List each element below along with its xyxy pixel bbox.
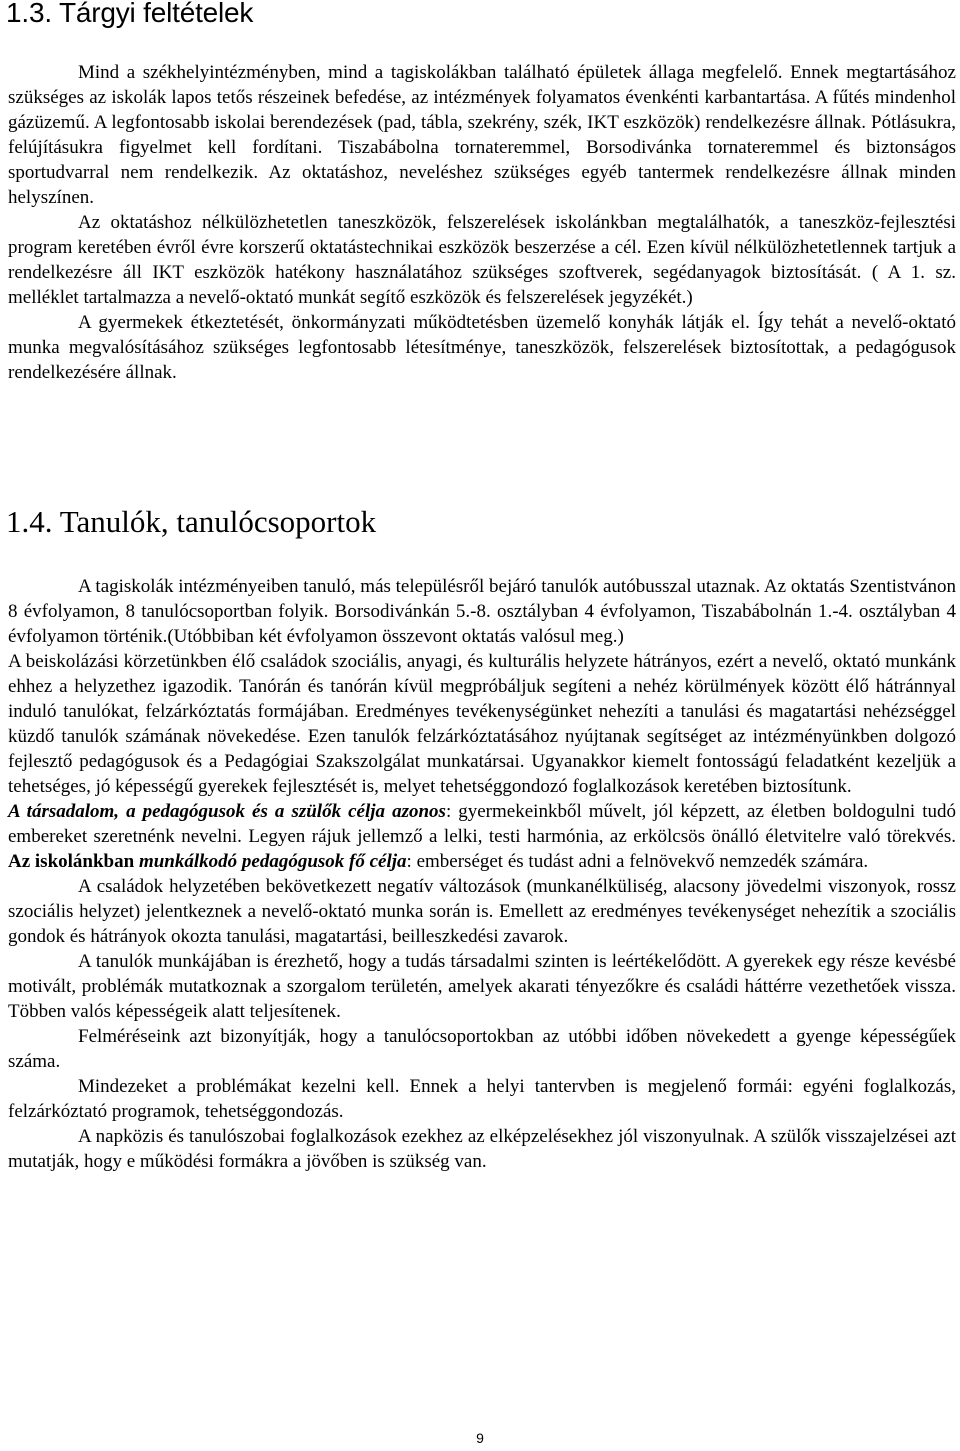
paragraph-text: A napközis és tanulószobai foglalkozások ezekhez az elképzelésekhez jól viszonyulnak. A szülők visszajelzései azt mutatják, hogy e működési formákra a jövőben is szükség van.	[8, 1126, 956, 1172]
paragraph-text: A beiskolázási körzetünkben élő családok szociális, anyagi, és kulturális helyzete hátrányos, ezért a nevelő, oktató munkánk ehhez a helyzethez igazodik. Tanórán és tanórán kívül megpróbáljuk segíteni a nehéz körülmények között élő hátránnyal induló tanulókat, felzárkóztatás formájában. Eredményes tevékenységünket nehezíti a tanulási és magatartási nehézséggel küzdő tanulók számának növekedése. Ezen tanulók felzárkóztatásához nyújtanak segítséget az intézményünkben dolgozó fejlesztő pedagógusok és a Pedagógiai Szakszolgálat munkatársai. Ugyanakkor kiemelt fontosságú feladatként kezeljük a tehetséges, jó képességű gyerekek fejlesztését is, melyet tehetséggondozó foglalkozások keretében biztosítunk.	[8, 651, 956, 797]
paragraph	[8, 874, 956, 949]
paragraph	[8, 1024, 956, 1074]
paragraph-text: A gyermekek étkeztetését, önkormányzati működtetésben üzemelő konyhák látják el. Így tehát a nevelő-oktató munka megvalósításához szükséges legfontosabb létesítménye, taneszközök, felszerelések biztosítottak, a pedagógusok rendelkezésére állnak.	[8, 312, 956, 383]
paragraph-text: : emberséget és tudást adni a felnövekvő nemzedék számára.	[406, 851, 869, 872]
paragraph-text: : gyermekeinkből művelt, jól képzett, az életben boldogulni tudó embereket szeretnénk nevelni. Legyen rájuk jellemző a lelki, testi harmónia, az erkölcsös önálló életvitelre való törekvés.	[8, 801, 956, 847]
paragraph-text: Mind a székhelyintézményben, mind a tagiskolákban található épületek állaga megfelelő. Ennek megtartásához szükséges az iskolák lapos tetős részeinek befedése, az intézmények folyamatos évenkénti karbantartása. A fűtés mindenhol gázüzemű. A legfontosabb iskolai berendezések (pad, tábla, szekrény, szék, IKT eszközök) rendelkezésre állnak. Pótlásukra, felújításukra figyelmet kell fordítani. Tiszabábolna tornateremmel, Borsodivánka tornateremmel és biztonságos sportudvarral nem rendelkezik. Az oktatáshoz, neveléshez szükséges egyéb tantermek rendelkezésre állnak minden helyszínen.	[8, 62, 956, 208]
paragraph-text: A családok helyzetében bekövetkezett negatív változások (munkanélküliség, alacsony jövedelmi viszonyok, rossz szociális helyzet) jelentkeznek a nevelő-oktató munka során is. Emellett az eredményes tevékenységet nehezítik a szociális gondok és hátrányok okozta tanulási, magatartási, beilleszkedési zavarok.	[8, 876, 956, 947]
paragraph-text: Az oktatáshoz nélkülözhetetlen taneszközök, felszerelések iskolánkban megtalálhatók, a taneszköz-fejlesztési program keretében évről évre korszerű oktatástechnikai eszközök beszerzése a cél. Ezen kívül nélkülözhetetlennek tartjuk a rendelkezésre áll IKT eszközök hatékony használatához szükséges szoftverek, segédanyagok biztosítását. ( A 1. sz. melléklet tartalmazza a nevelő-oktató munkát segítő eszközök és felszerelések jegyzékét.)	[8, 212, 956, 308]
paragraph-text: A tanulók munkájában is érezhető, hogy a tudás társadalmi szinten is leértékelődött. A gyerekek egy része kevésbé motivált, problémák mutatkoznak a szorgalom területén, amelyek akarati tényezőkre és családi háttérre vezethetőek vissza. Többen valós képességeik alatt teljesítenek.	[8, 951, 956, 1022]
paragraph-text: Felméréseink azt bizonyítják, hogy a tanulócsoportokban az utóbbi időben növekedett a gyenge képességűek száma.	[8, 1026, 956, 1072]
section-body-tanulok	[8, 574, 956, 1174]
paragraph	[8, 949, 956, 1024]
emphasis-text: Az iskolánkban	[8, 851, 139, 872]
paragraph-text: Mindezeket a problémákat kezelni kell. Ennek a helyi tantervben is megjelenő formái: egyéni foglalkozás, felzárkóztató programok, tehetséggondozás.	[8, 1076, 956, 1122]
paragraph	[8, 60, 956, 210]
paragraph-text: A tagiskolák intézményeiben tanuló, más településről bejáró tanulók autóbusszal utaznak. Az oktatás Szentistvánon 8 évfolyamon, 8 tanulócsoportban folyik. Borsodivánkán 5.-8. osztályban 4 évfolyamon, Tiszabábolnán 1.-4. osztályban 4 évfolyamon történik.(Utóbbiban két évfolyamon összevont oktatás valósul meg.)	[8, 576, 956, 647]
paragraph	[8, 799, 956, 874]
section-body-targyi-feltetelek	[8, 60, 956, 385]
emphasis-text: A társadalom, a pedagógusok és a szülők célja azonos	[8, 801, 446, 822]
paragraph	[8, 310, 956, 385]
emphasis-text: munkálkodó pedagógusok fő célja	[138, 851, 407, 872]
section-heading-targyi-feltetelek: 1.3. Tárgyi feltételek	[6, 0, 254, 28]
page-number: 9	[476, 1430, 484, 1446]
paragraph	[8, 1074, 956, 1124]
paragraph	[8, 210, 956, 310]
paragraph	[8, 574, 956, 649]
section-heading-tanulok: 1.4. Tanulók, tanulócsoportok	[6, 504, 377, 539]
paragraph	[8, 1124, 956, 1174]
paragraph	[8, 649, 956, 799]
